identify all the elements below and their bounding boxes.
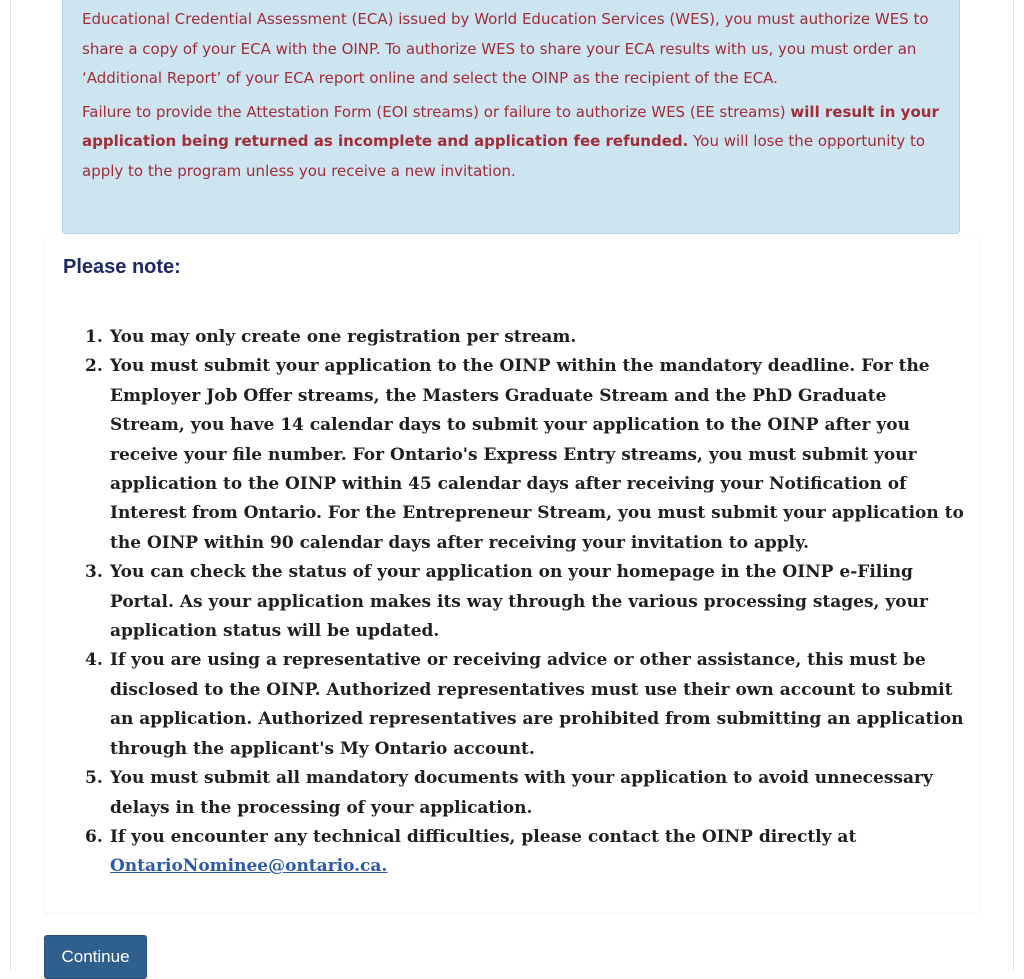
list-item-text: You must submit all mandatory documents with your application to avoid unnecessary delays in the processing of your application. bbox=[110, 768, 933, 818]
list-item bbox=[85, 558, 965, 646]
eca-alert-box bbox=[62, 0, 960, 234]
list-item-number: 5. bbox=[85, 768, 103, 789]
please-note-heading: Please note: bbox=[63, 256, 181, 278]
list-item-text: If you are using a representative or receiving advice or other assistance, this must be disclosed to the OINP. Authorized representatives must use their own account to submit an application. Authorized representatives are prohibited from submitting an application through the applicant's My Ontario account. bbox=[110, 650, 964, 759]
list-item-text: You must submit your application to the OINP within the mandatory deadline. For the Employer Job Offer streams, the Masters Graduate Stream and the PhD Graduate Stream, you have 14 calendar days to submit your application to the OINP after you receive your file number. For Ontario's Express Entry streams, you must submit your application to the OINP within 45 calendar days after receiving your Notification of Interest from Ontario. For the Entrepreneur Stream, you must submit your application to the OINP within 90 calendar days after receiving your invitation to apply. bbox=[110, 356, 964, 553]
alert-failure-text-end: You will lose the opportunity to apply to the program unless you receive a new invitation. bbox=[82, 132, 926, 180]
alert-paragraph-failure bbox=[82, 98, 939, 187]
list-item-text bbox=[110, 823, 965, 882]
list-item bbox=[85, 352, 965, 558]
page-border-left bbox=[10, 0, 11, 970]
list-item-number: 3. bbox=[85, 562, 103, 583]
list-item bbox=[85, 764, 965, 823]
list-item bbox=[85, 823, 965, 882]
list-item bbox=[85, 323, 965, 352]
list-item-number: 2. bbox=[85, 356, 103, 377]
alert-failure-bold: will result in your application being returned as incomplete and application fee refunded. bbox=[82, 102, 939, 151]
list-item bbox=[85, 646, 965, 764]
list-item-text: You can check the status of your application on your homepage in the OINP e-Filing Portal. As your application makes its way through the various processing stages, your application status will be updated. bbox=[110, 562, 928, 642]
alert-failure-text-start: Failure to provide the Attestation Form (EOI streams) or failure to authorize WES (EE streams) bbox=[82, 102, 791, 121]
rules-list bbox=[85, 323, 965, 882]
list-item-number: 1. bbox=[85, 327, 103, 347]
page-border-right bbox=[1013, 0, 1014, 970]
continue-button[interactable]: Continue bbox=[44, 935, 147, 979]
list-item-number: 4. bbox=[85, 650, 103, 671]
list-item-text: You may only create one registration per stream. bbox=[110, 327, 577, 347]
contact-text: If you encounter any technical difficulties, please contact the OINP directly at bbox=[110, 826, 857, 847]
list-item-number: 6. bbox=[85, 826, 103, 847]
alert-paragraph-eca: Educational Credential Assessment (ECA) issued by World Education Services (WES), you must authorize WES to share a copy of your ECA with the OINP. To authorize WES to share your ECA results with us, you must order an ‘Additional Report’ of your ECA report online and select the OINP as the recipient of the ECA. bbox=[82, 10, 929, 88]
oinp-email-link[interactable]: OntarioNominee@ontario.ca. bbox=[110, 856, 388, 877]
